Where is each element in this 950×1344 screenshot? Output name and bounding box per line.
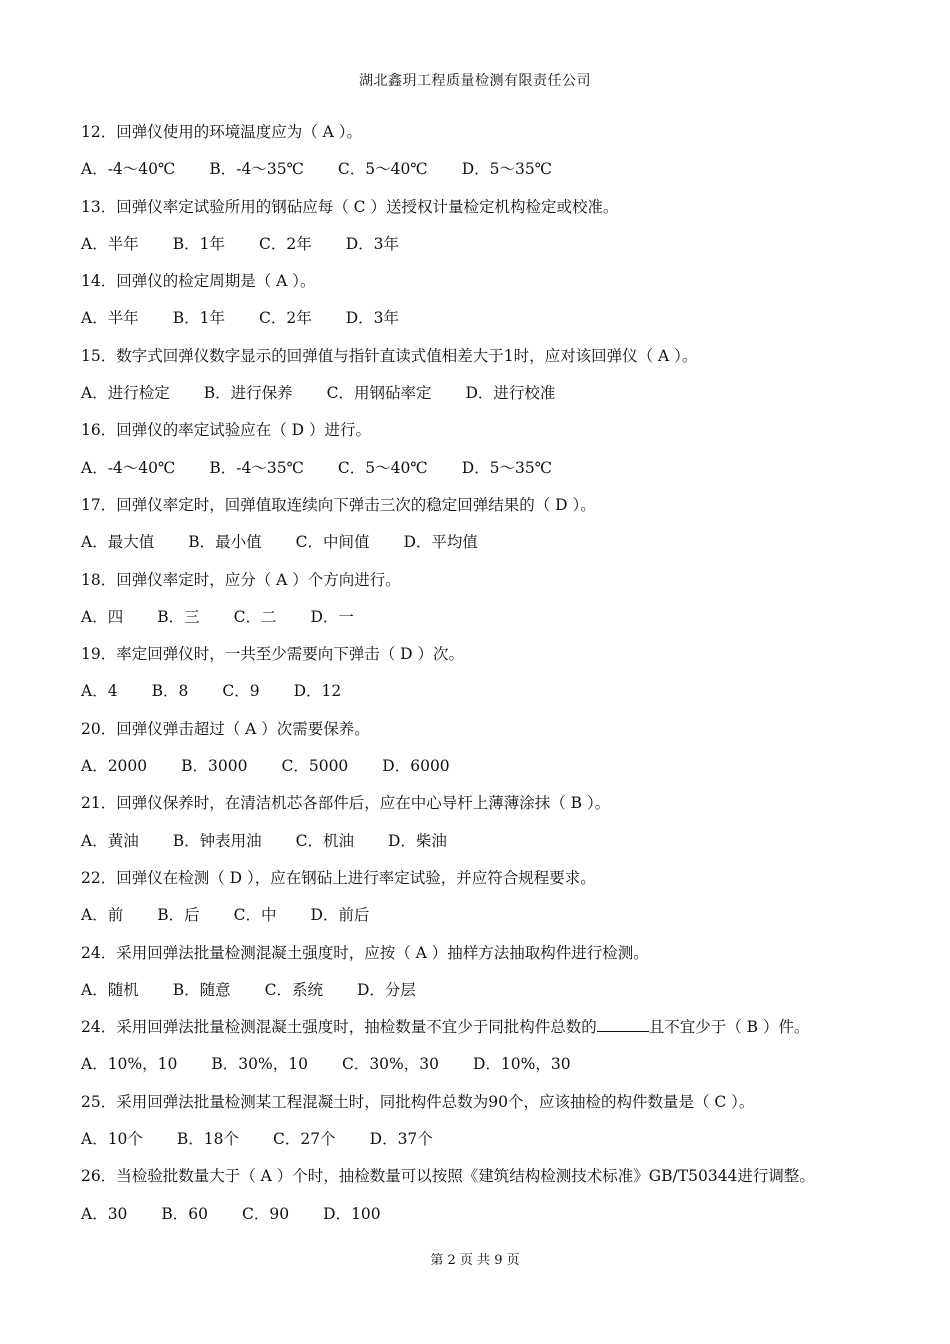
option-row (81, 382, 881, 419)
option-b: B．进行保养 (203, 384, 293, 403)
option-c: C．5000 (281, 757, 349, 776)
option-c: C．中 (233, 906, 277, 925)
option-c: C．二 (233, 607, 277, 626)
question-stem: 24．采用回弹法批量检测混凝土强度时，应按（ A ）抽样方法抽取构件进行检测。 (81, 943, 649, 962)
option-b: B．30%，10 (211, 1055, 308, 1074)
option-a: A．4 (81, 682, 118, 701)
option-b: B．3000 (181, 757, 248, 776)
option-d: D．12 (293, 682, 342, 701)
option-a: A．-4～40℃ (81, 458, 176, 477)
option-a: A．前 (81, 906, 124, 925)
option-b: B．三 (157, 607, 200, 626)
option-d: D．柴油 (387, 831, 447, 850)
question-stem: 16．回弹仪的率定试验应在（ D ）进行。 (81, 421, 372, 440)
question-stem: 19．率定回弹仪时，一共至少需要向下弹击（ D ）次。 (81, 645, 465, 664)
option-row (81, 1053, 881, 1090)
option-a: A．半年 (81, 309, 139, 328)
option-a: A．进行检定 (81, 384, 170, 403)
option-b: B．8 (151, 682, 189, 701)
option-a: A．随机 (81, 980, 139, 999)
option-row (81, 307, 881, 344)
option-d: D．分层 (356, 980, 416, 999)
option-row (81, 1203, 881, 1240)
option-c: C．机油 (295, 831, 354, 850)
option-a: A．2000 (81, 757, 148, 776)
option-c: C．27个 (273, 1130, 336, 1149)
option-row (81, 1128, 881, 1165)
option-b: B．18个 (176, 1130, 240, 1149)
option-row (81, 531, 881, 568)
option-d: D．平均值 (403, 533, 478, 552)
option-b: B．1年 (172, 234, 225, 253)
page-footer: 第 2 页 共 9 页 (430, 1253, 520, 1268)
question-stem: 15．数字式回弹仪数字显示的回弹值与指针直读式值相差大于1时，应对该回弹仪（ A ）。 (81, 346, 698, 365)
option-b: B．最小值 (188, 533, 262, 552)
question-stem: 25．采用回弹法批量检测某工程混凝土时，同批构件总数为90个，应该抽检的构件数量是（ C ）。 (81, 1092, 755, 1111)
question-list (81, 121, 881, 1240)
option-c: C．5～40℃ (337, 458, 428, 477)
option-a: A．四 (81, 607, 124, 626)
option-row (81, 158, 881, 195)
option-b: B．-4～35℃ (209, 458, 304, 477)
option-c: C．9 (222, 682, 260, 701)
option-b: B．1年 (172, 309, 225, 328)
option-b: B．60 (161, 1204, 209, 1223)
option-row (81, 680, 881, 717)
option-row (81, 755, 881, 792)
option-a: A．最大值 (81, 533, 155, 552)
option-b: B．随意 (172, 980, 231, 999)
option-a: A．-4～40℃ (81, 160, 176, 179)
stem-after-blank: 且不宜少于（ B ）件。 (648, 1018, 810, 1037)
option-d: D．5～35℃ (461, 160, 553, 179)
option-c: C．2年 (258, 309, 312, 328)
option-c: C．用钢砧率定 (326, 384, 432, 403)
option-b: B．后 (157, 906, 200, 925)
option-a: A．30 (81, 1204, 128, 1223)
option-c: C．30%，30 (341, 1055, 439, 1074)
option-c: C．5～40℃ (337, 160, 428, 179)
option-a: A．黄油 (81, 831, 139, 850)
option-d: D．6000 (382, 757, 450, 776)
page-header: 湖北鑫玥工程质量检测有限责任公司 (359, 73, 591, 89)
question-stem: 17．回弹仪率定时，回弹值取连续向下弹击三次的稳定回弹结果的（ D ）。 (81, 495, 596, 514)
option-d: D．100 (323, 1204, 381, 1223)
option-c: C．中间值 (295, 533, 370, 552)
option-d: D．前后 (310, 906, 370, 925)
fill-blank (597, 1017, 649, 1032)
question-stem: 14．回弹仪的检定周期是（ A ）。 (81, 272, 316, 291)
option-a: A．10个 (81, 1130, 143, 1149)
question-stem-with-blank (81, 1016, 881, 1053)
question-stem: 18．回弹仪率定时，应分（ A ）个方向进行。 (81, 570, 401, 589)
option-row (81, 233, 881, 270)
question-stem: 12．回弹仪使用的环境温度应为（ A ）。 (81, 123, 363, 141)
option-b: B．钟表用油 (172, 831, 262, 850)
question-stem: 21．回弹仪保养时，在清洁机芯各部件后，应在中心导杆上薄薄涂抹（ B ）。 (81, 794, 611, 813)
option-d: D．进行校准 (465, 384, 556, 403)
option-row (81, 457, 881, 494)
option-row (81, 904, 881, 941)
option-row (81, 606, 881, 643)
question-stem: 22．回弹仪在检测（ D ），应在钢砧上进行率定试验，并应符合规程要求。 (81, 868, 596, 887)
question-stem: 26．当检验批数量大于（ A ）个时，抽检数量可以按照《建筑结构检测技术标准》GB/T50344进行调整。 (81, 1167, 815, 1186)
option-d: D．3年 (345, 309, 399, 328)
question-stem: 20．回弹仪弹击超过（ A ）次需要保养。 (81, 719, 370, 738)
option-d: D．37个 (369, 1130, 433, 1149)
option-b: B．-4～35℃ (209, 160, 304, 179)
option-c: C．90 (242, 1204, 290, 1223)
option-row (81, 830, 881, 867)
option-row (81, 979, 881, 1016)
option-d: D．5～35℃ (461, 458, 553, 477)
option-a: A．半年 (81, 234, 139, 253)
question-stem: 13．回弹仪率定试验所用的钢砧应每（ C ）送授权计量检定机构检定或校准。 (81, 197, 619, 216)
option-d: D．一 (310, 607, 354, 626)
option-d: D．10%，30 (473, 1055, 571, 1074)
option-d: D．3年 (345, 234, 399, 253)
stem-before-blank: 24．采用回弹法批量检测混凝土强度时，抽检数量不宜少于同批构件总数的 (81, 1018, 597, 1037)
option-a: A．10%，10 (81, 1055, 178, 1074)
option-c: C．2年 (258, 234, 312, 253)
option-c: C．系统 (264, 980, 323, 999)
